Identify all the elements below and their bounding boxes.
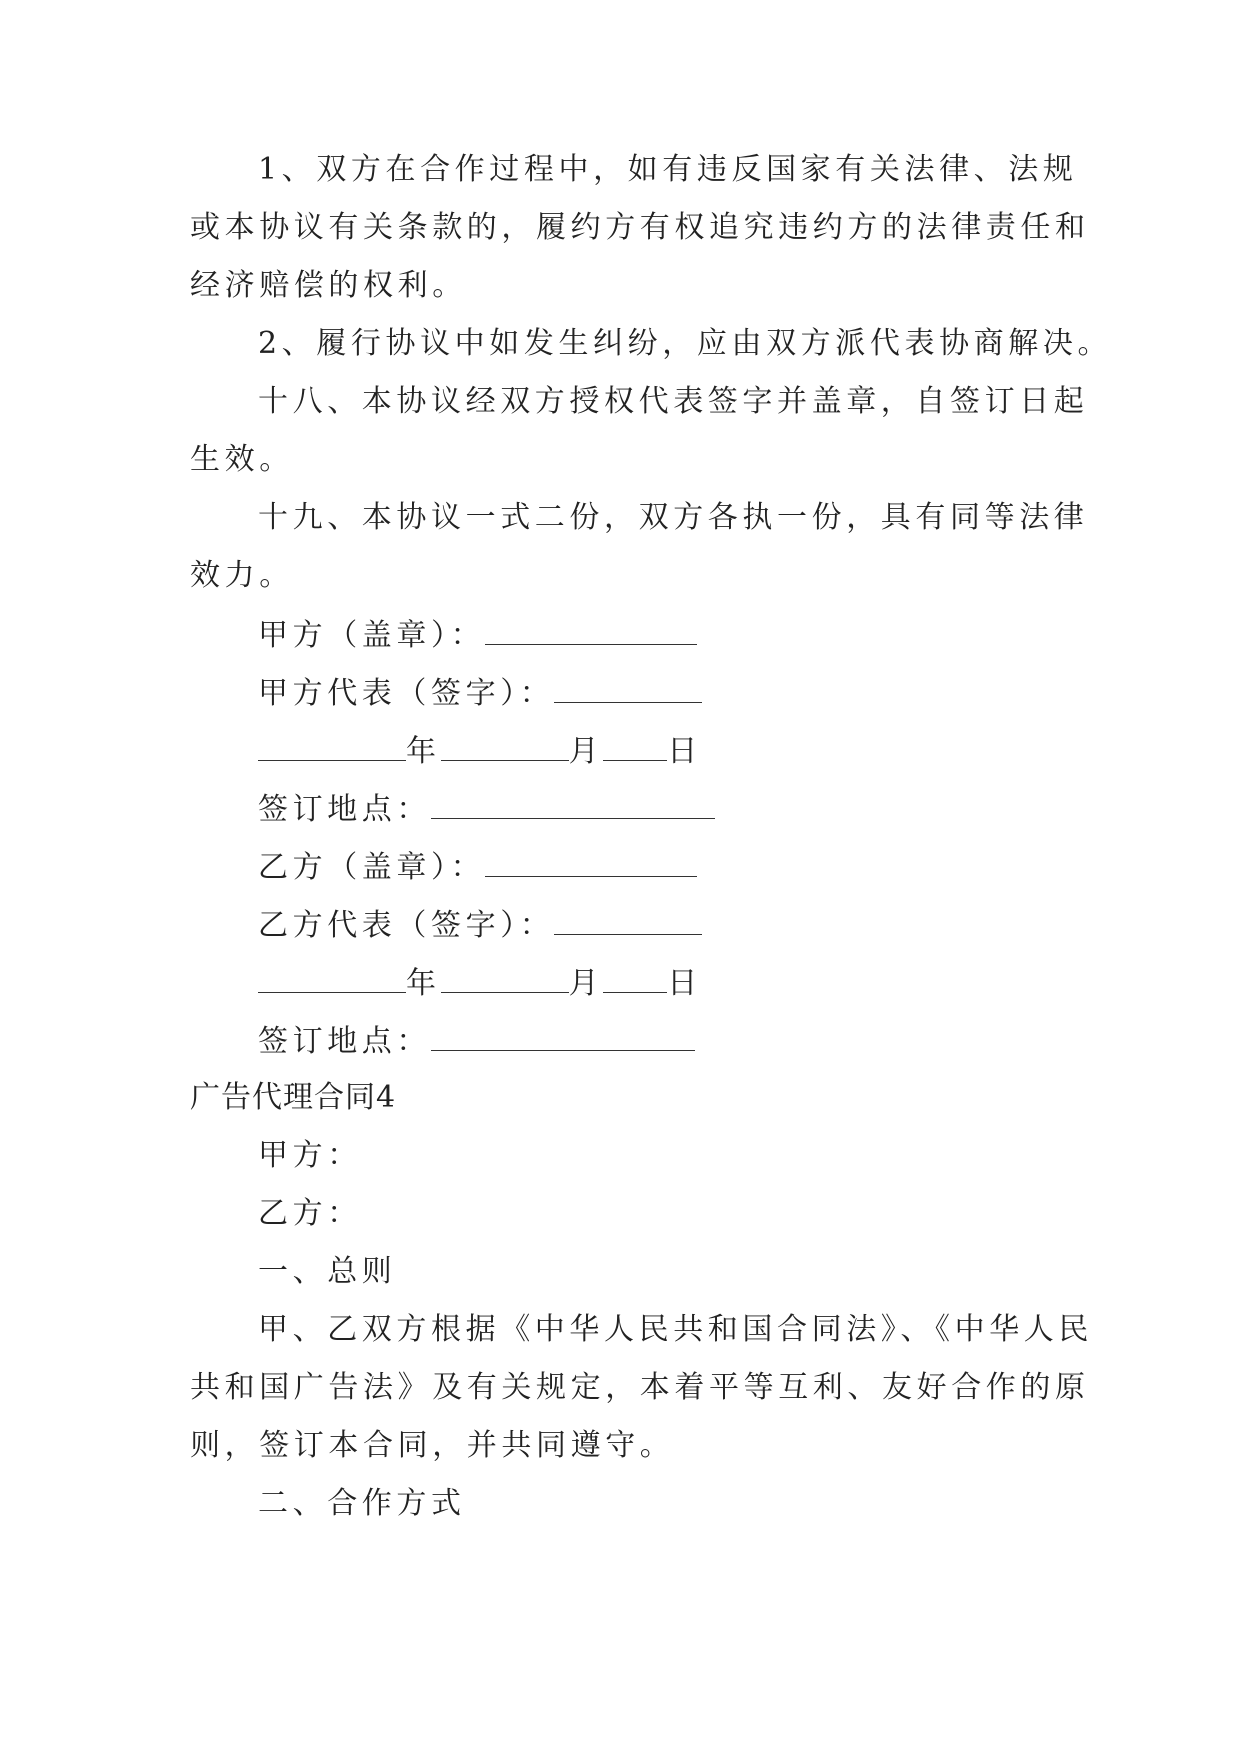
- section-1-line-2: 共和国广告法》及有关规定，本着平等互利、友好合作的原: [190, 1370, 1090, 1405]
- party-b-month-blank[interactable]: [441, 962, 569, 993]
- party-b-seal-blank[interactable]: [485, 846, 697, 877]
- clause-18-line-1: 十八、本协议经双方授权代表签字并盖章，自签订日起: [258, 384, 1089, 419]
- party-a-seal-blank[interactable]: [485, 614, 697, 645]
- party-a-rep-row: [258, 672, 702, 714]
- party-b-month-label: 月: [568, 966, 604, 1001]
- party-a-place-blank[interactable]: [431, 788, 715, 819]
- clause-1-line-2: 或本协议有关条款的，履约方有权追究违约方的法律责任和: [190, 210, 1090, 245]
- party-a-seal-row: [258, 614, 697, 656]
- party-a-year-label: 年: [406, 734, 441, 769]
- party-a-line: 甲方：: [258, 1138, 362, 1173]
- party-a-seal-label: 甲方（盖章）：: [258, 618, 486, 653]
- section-1-line-3: 则，签订本合同，并共同遵守。: [190, 1428, 675, 1463]
- party-b-year-blank[interactable]: [258, 962, 406, 993]
- clause-1-line-1: 1、双方在合作过程中，如有违反国家有关法律、法规: [258, 152, 1078, 187]
- party-a-month-blank[interactable]: [441, 730, 569, 761]
- party-b-place-label: 签订地点：: [258, 1024, 431, 1059]
- party-b-rep-row: [258, 904, 702, 946]
- clause-1-line-3: 经济赔偿的权利。: [190, 268, 467, 303]
- party-b-place-blank[interactable]: [431, 1020, 695, 1051]
- clause-19-line-2: 效力。: [190, 558, 294, 593]
- section-1-heading: 一、总则: [258, 1254, 397, 1289]
- section-2-heading: 二、合作方式: [258, 1486, 466, 1521]
- party-b-year-label: 年: [406, 966, 441, 1001]
- party-a-day-label: 日: [667, 734, 702, 769]
- contract-title: 广告代理合同4: [190, 1080, 397, 1115]
- party-a-place-row: [258, 788, 715, 830]
- party-a-rep-blank[interactable]: [554, 672, 702, 703]
- section-1-line-1: 甲、乙双方根据《中华人民共和国合同法》、《中华人民: [258, 1312, 1093, 1347]
- party-b-rep-blank[interactable]: [554, 904, 702, 935]
- clause-18-line-2: 生效。: [190, 442, 294, 477]
- party-b-seal-label: 乙方（盖章）：: [258, 850, 486, 885]
- party-b-rep-label: 乙方代表（签字）：: [258, 908, 555, 943]
- party-b-place-row: [258, 1020, 695, 1062]
- party-a-month-label: 月: [568, 734, 604, 769]
- party-b-day-label: 日: [667, 966, 702, 1001]
- party-a-year-blank[interactable]: [258, 730, 406, 761]
- party-b-line: 乙方：: [258, 1196, 362, 1231]
- clause-19-line-1: 十九、本协议一式二份，双方各执一份，具有同等法律: [258, 500, 1089, 535]
- party-b-seal-row: [258, 846, 697, 888]
- party-a-rep-label: 甲方代表（签字）：: [258, 676, 555, 711]
- party-b-day-blank[interactable]: [603, 962, 667, 993]
- party-a-day-blank[interactable]: [603, 730, 667, 761]
- clause-2: 2、履行协议中如发生纠纷，应由双方派代表协商解决。: [258, 326, 1113, 361]
- party-a-date-row: [258, 730, 702, 772]
- party-b-date-row: [258, 962, 702, 1004]
- party-a-place-label: 签订地点：: [258, 792, 431, 827]
